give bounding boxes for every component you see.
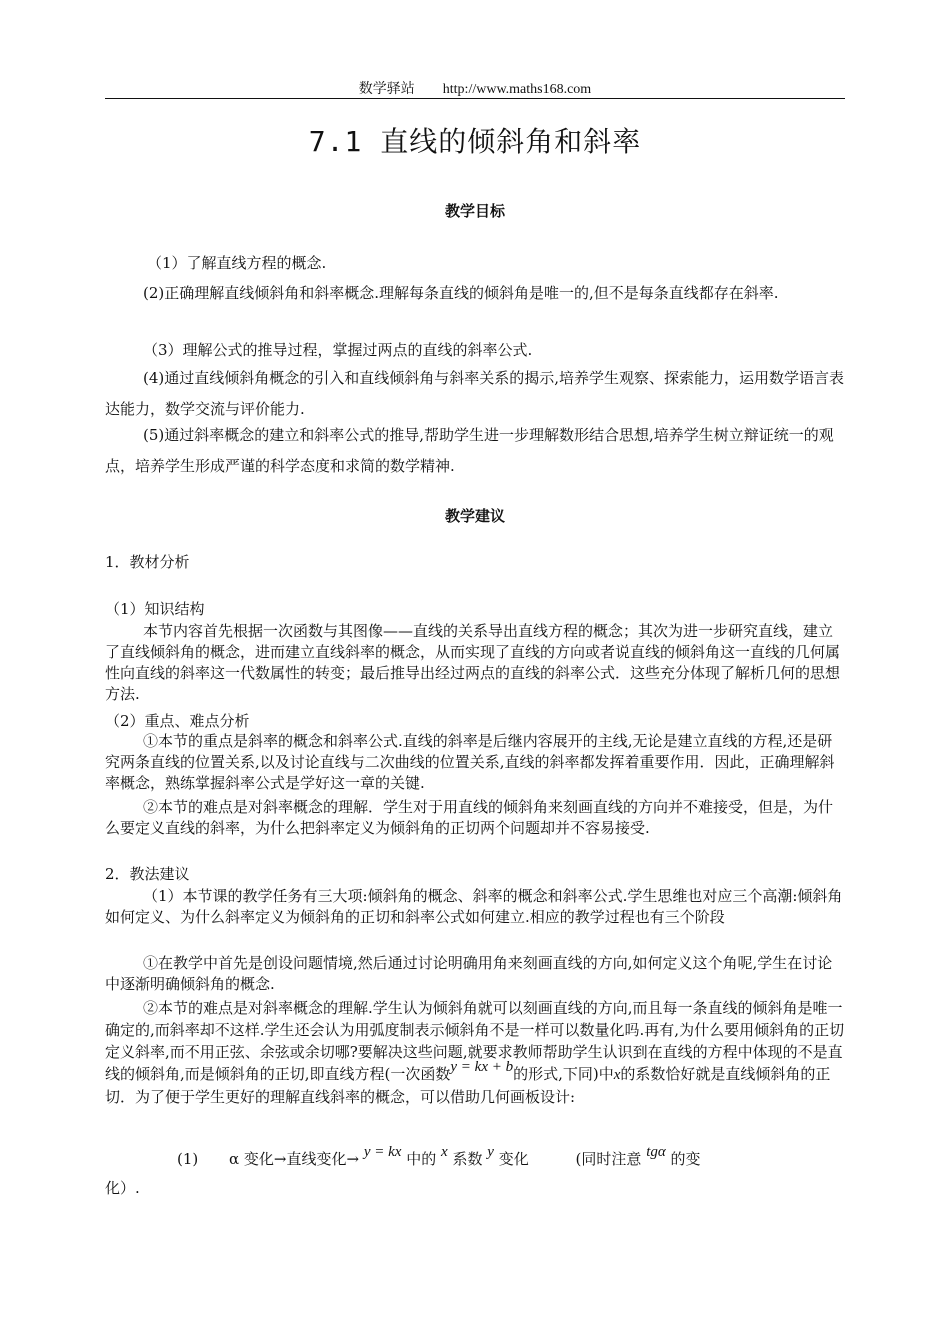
site-name: 数学驿站 <box>358 82 415 97</box>
paragraph: （1）本节课的教学任务有三大项:倾斜角的概念、斜率的概念和斜率公式.学生思维也对应三个高潮:倾斜角如何定义、为什么斜率定义为倾斜角的正切和斜率公式如何建立.相应的教学过程也有三个阶段 <box>105 887 843 926</box>
paragraph-text: 的系数恰好就是直线倾斜角的正切．为了便于学生更好的理解直线斜率的概念，可以借助几何画板设计: <box>105 1065 831 1106</box>
variable-x: x <box>441 1144 448 1160</box>
page-title: 7.1 直线的倾斜角和斜率 <box>308 125 642 158</box>
formula-proportional: y = kx <box>363 1144 402 1160</box>
design-text: 的变 <box>670 1150 701 1168</box>
section-heading: 2．教法建议 <box>105 865 190 883</box>
goals-heading: 教学目标 <box>444 202 505 220</box>
paragraph: ①本节的重点是斜率的概念和斜率公式.直线的斜率是后继内容展开的主线,无论是建立直线的方程,还是研究两条直线的位置关系,以及讨论直线与二次曲线的位置关系,直线的斜率都发挥着重要作用．因此，正确理解斜率概念，熟练掌握斜率公式是学好这一章的关键. <box>105 732 835 792</box>
subsection-heading: （1）知识结构 <box>105 600 205 618</box>
advice-heading: 教学建议 <box>444 507 505 525</box>
design-text: 中的 <box>406 1150 437 1168</box>
design-text: 变化 <box>498 1150 529 1168</box>
design-item-number: (1) <box>177 1150 199 1168</box>
design-text: 化）. <box>105 1179 140 1197</box>
paragraph: ②本节的难点是对斜率概念的理解．学生对于用直线的倾斜角来刻画直线的方向并不难接受，但是，为什么要定义直线的斜率，为什么把斜率定义为倾斜角的正切两个问题却并不容易接受. <box>105 798 834 837</box>
subsection-heading: （2）重点、难点分析 <box>105 712 250 730</box>
page-header <box>105 78 845 98</box>
section-heading: 1．教材分析 <box>105 553 190 571</box>
paragraph: ①在教学中首先是创设问题情境,然后通过讨论明确用角来刻画直线的方向,如何定义这个角呢,学生在讨论中逐渐明确倾斜角的概念. <box>105 954 833 993</box>
goal-item: (4)通过直线倾斜角概念的引入和直线倾斜角与斜率关系的揭示,培养学生观察、探索能力，运用数学语言表达能力，数学交流与评价能力. <box>105 369 845 418</box>
paragraph-text: 的形式,下同)中 <box>513 1065 614 1083</box>
paragraph-text: ②本节的难点是对斜率概念的理解.学生认为倾斜角就可以刻画直线的方向,而且每一条直线的倾斜角是唯一确定的,而斜率却不这样.学生还会认为用弧度制表示倾斜角不是一样可以数量化吗.再有,为什么要用倾斜角的正切定义斜率,而不用正弦、余弦或余切哪?要解决这些问题,就要求教师帮助学生认识到在直线的方程中体现的不是直线的倾斜角,而是倾斜角的正切,即直线方程(一次函数 <box>105 999 845 1083</box>
variable-y: y <box>487 1144 494 1160</box>
formula-tg-alpha: tgα <box>646 1144 666 1160</box>
formula-linear: y = kx + b <box>450 1059 514 1075</box>
design-text: α 变化→直线变化→ <box>229 1150 360 1168</box>
goal-item: （3）理解公式的推导过程，掌握过两点的直线的斜率公式. <box>143 341 533 359</box>
goal-item: (5)通过斜率概念的建立和斜率公式的推导,帮助学生进一步理解数形结合思想,培养学生树立辩证统一的观点，培养学生形成严谨的科学态度和求简的数学精神. <box>105 426 834 475</box>
variable-x: x <box>613 1067 621 1083</box>
goal-item: (2)正确理解直线倾斜角和斜率概念.理解每条直线的倾斜角是唯一的,但不是每条直线都存在斜率. <box>143 284 779 302</box>
site-url[interactable]: http://www.maths168.com <box>442 82 592 97</box>
geometry-board-design <box>105 1145 845 1202</box>
paragraph <box>105 997 845 1108</box>
goal-item: （1）了解直线方程的概念. <box>147 254 327 272</box>
design-text: 系数 <box>452 1150 483 1168</box>
design-text: (同时注意 <box>575 1150 642 1168</box>
paragraph: 本节内容首先根据一次函数与其图像——直线的关系导出直线方程的概念；其次为进一步研究直线，建立了直线倾斜角的概念，进而建立直线斜率的概念，从而实现了直线的方向或者说直线的倾斜角这一直线的几何属性向直线的斜率这一代数属性的转变；最后推导出经过两点的直线的斜率公式．这些充分体现了解析几何的思想方法. <box>105 622 841 703</box>
header-rule <box>105 98 845 99</box>
